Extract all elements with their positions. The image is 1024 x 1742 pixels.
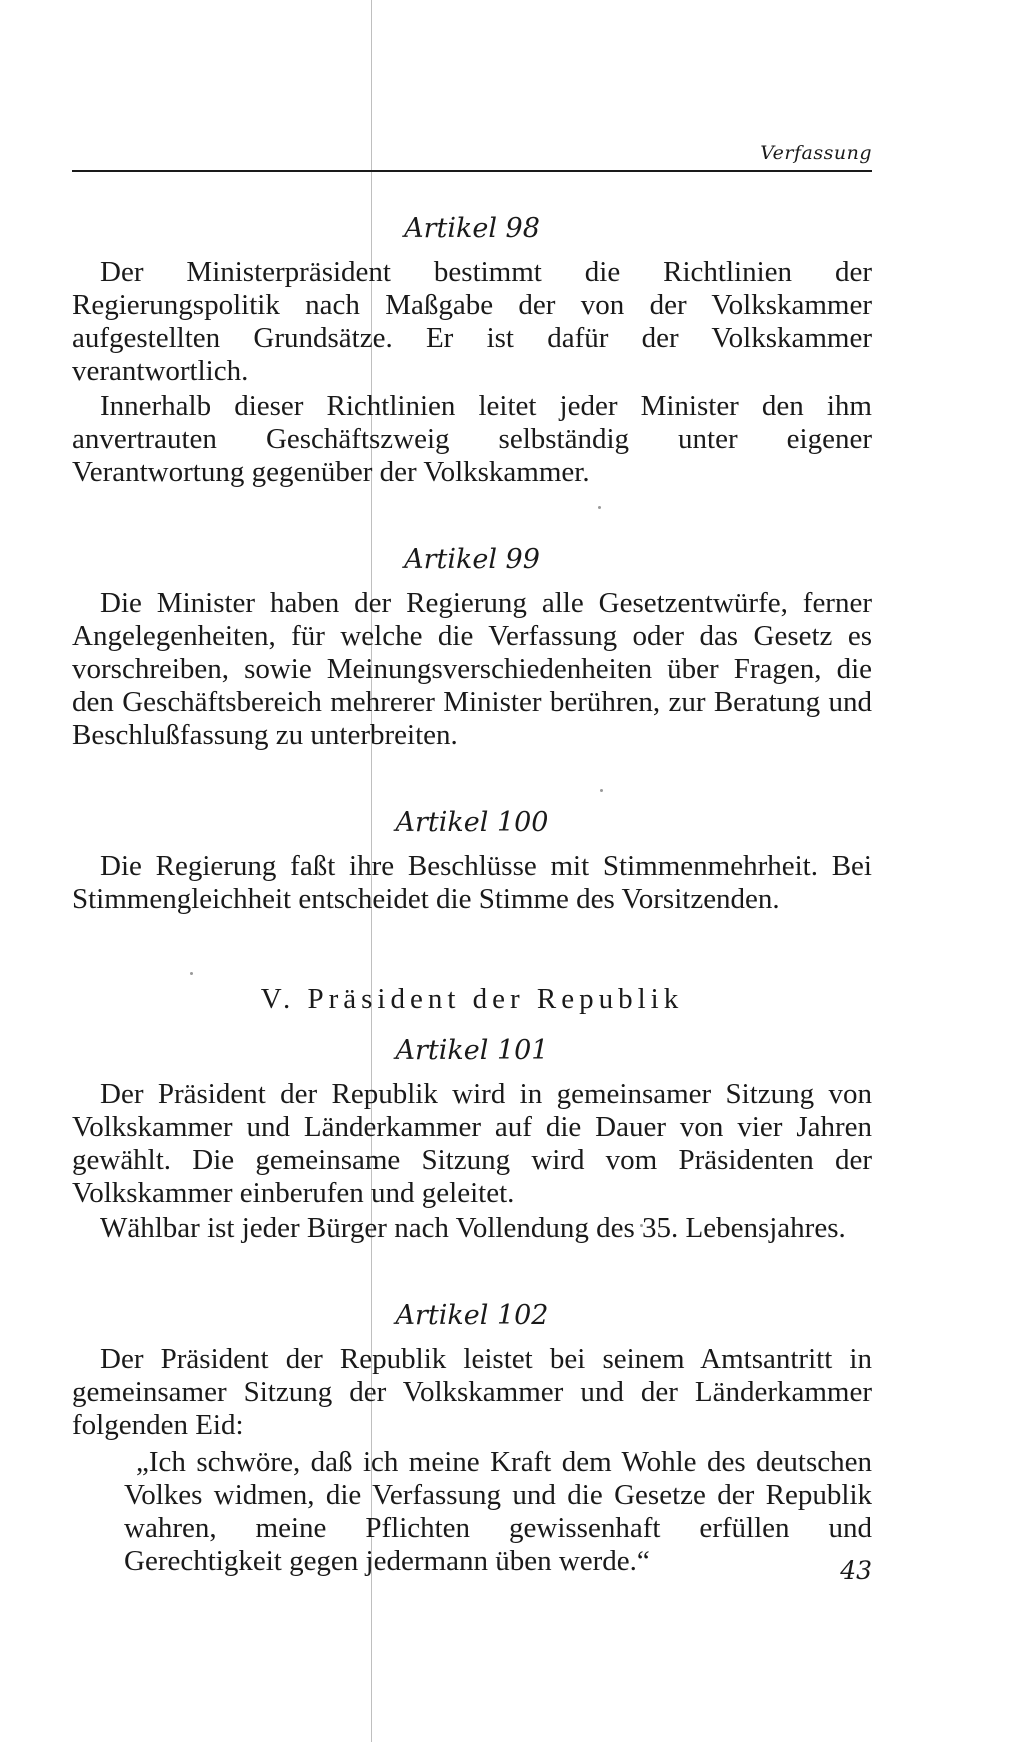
article-paragraph: Die Minister haben der Regierung alle Gesetzentwürfe, ferner Angelegenheiten, für welche die Verfassung oder das Gesetz es vorschreiben, sowie Meinungsverschiedenheiten über Fragen, die den Geschäftsbereich mehrerer Minister berühren, zur Beratung und Beschlußfassung zu unterbreiten.	[72, 587, 872, 751]
article-paragraph: Innerhalb dieser Richtlinien leitet jeder Minister den ihm anvertrauten Geschäftszweig selbständig unter eigener Verantwortung gegenüber der Volkskammer.	[72, 390, 872, 488]
article-paragraph: Der Präsident der Republik leistet bei seinem Amtsantritt in gemeinsamer Sitzung der Volkskammer und der Länderkammer folgenden Eid:	[72, 1343, 872, 1441]
article-99	[72, 543, 872, 752]
article-title: Artikel 101	[395, 1035, 549, 1066]
header-rule	[72, 170, 872, 172]
article-title: Artikel 102	[395, 1300, 549, 1331]
section-heading: V. Präsident der Republik	[260, 983, 684, 1015]
running-head: Verfassung	[760, 142, 872, 164]
article-title: Artikel 98	[404, 213, 540, 244]
oath-quote: „Ich schwöre, daß ich meine Kraft dem Wohle des deutschen Volkes widmen, die Verfassung und die Gesetze der Republik wahren, meine Pflichten gewissenhaft erfüllen und Gerechtigkeit gegen jedermann üben werde.“	[124, 1446, 872, 1577]
article-title: Artikel 100	[395, 807, 549, 838]
text-column	[72, 212, 872, 1578]
article-paragraph: Der Ministerpräsident bestimmt die Richtlinien der Regierungspolitik nach Maßgabe der von der Volkskammer aufgestellten Grundsätze. Er ist dafür der Volkskammer verantwortlich.	[72, 256, 872, 387]
article-paragraph: Die Regierung faßt ihre Beschlüsse mit Stimmenmehrheit. Bei Stimmengleichheit entscheidet die Stimme des Vorsitzenden.	[72, 850, 872, 915]
article-paragraph: Der Präsident der Republik wird in gemeinsamer Sitzung von Volkskammer und Länderkammer auf die Dauer von vier Jahren gewählt. Die gemeinsame Sitzung wird vom Präsidenten der Volkskammer einberufen und geleitet.	[72, 1078, 872, 1209]
page-number: 43	[840, 1556, 872, 1585]
article-102	[72, 1299, 872, 1578]
article-101	[72, 1034, 872, 1245]
article-98	[72, 212, 872, 489]
article-title: Artikel 99	[404, 544, 540, 575]
article-100	[72, 806, 872, 916]
article-paragraph: Wählbar ist jeder Bürger nach Vollendung des 35. Lebensjahres.	[100, 1212, 846, 1244]
